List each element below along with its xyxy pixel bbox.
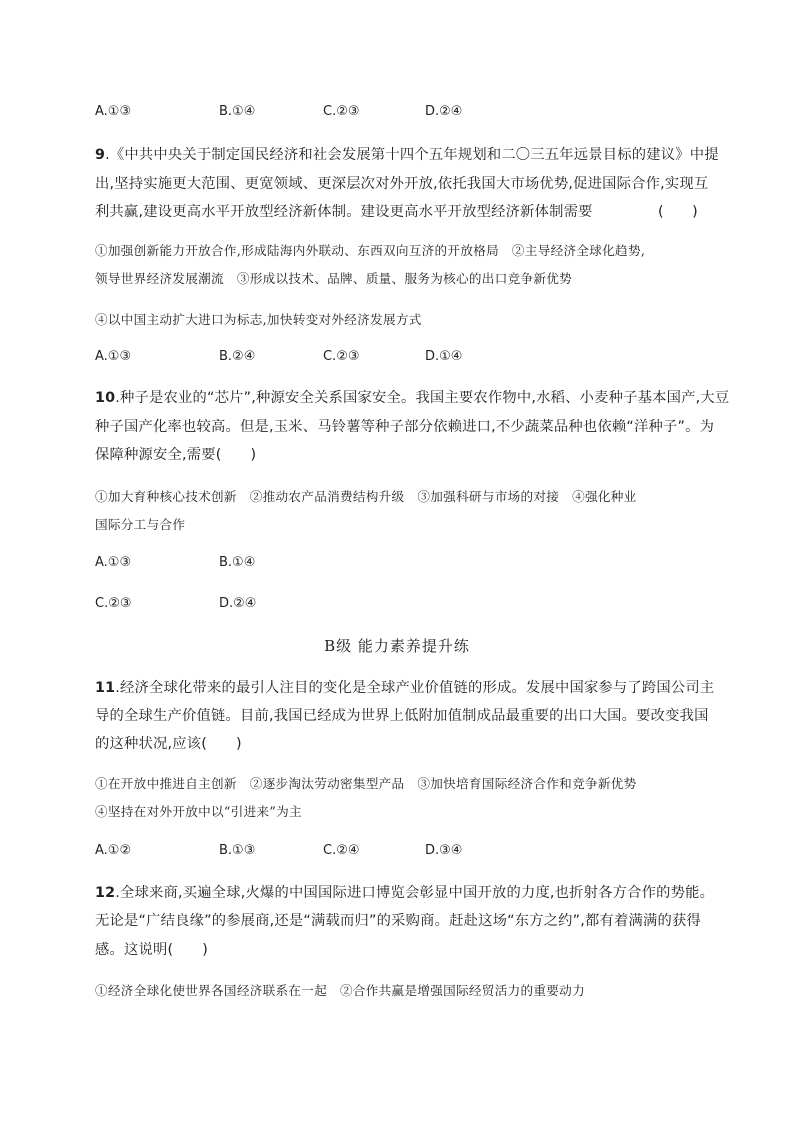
answer-option: A.①② <box>95 843 132 858</box>
question-text-line <box>95 939 208 959</box>
answer-option: A.①③ <box>95 349 132 364</box>
line-text: ④坚持在对外开放中以“引进来”为主 <box>95 804 302 819</box>
line-text: 感。这说明( ) <box>95 942 209 958</box>
answer-option: D.②④ <box>425 104 463 119</box>
line-text: 种子国产化率也较高。但是,玉米、马铃薯等种子部分依赖进口,不少蔬菜品种也依赖“洋种子”。为 <box>95 419 715 435</box>
question-number: 11 <box>95 680 116 696</box>
statement-line <box>95 801 302 820</box>
answer-option: A.①③ <box>95 555 132 570</box>
answer-option: D.①④ <box>425 349 463 364</box>
question-text-line <box>95 910 701 930</box>
line-text: 领导世界经济发展潮流 ③形成以技术、品牌、质量、服务为核心的出口竞争新优势 <box>95 271 573 286</box>
question-number: 10 <box>95 390 116 406</box>
question-number: 9 <box>95 147 106 163</box>
question-number: 12 <box>95 885 116 901</box>
line-text: ①加大育种核心技术创新 ②推动农产品消费结构升级 ③加强科研与市场的对接 ④强化种业 <box>95 489 637 504</box>
statement-line <box>95 773 637 792</box>
question-text-line <box>95 173 708 193</box>
line-text: 国际分工与合作 <box>95 517 186 532</box>
question-text-line <box>95 705 709 725</box>
question-text-line <box>95 416 714 436</box>
answer-option: D.②④ <box>219 596 257 611</box>
answer-blank: ( ) <box>658 204 698 220</box>
line-text: 无论是“广结良缘”的参展商,还是“满载而归”的采购商。赶赴这场“东方之约”,都有着满满的获得 <box>95 913 702 929</box>
line-text: .全球来商,买遍全球,火爆的中国国际进口博览会彰显中国开放的力度,也折射各方合作的势能。 <box>115 885 715 901</box>
section-heading: B级 能力素养提升练 <box>324 637 470 655</box>
answer-option: A.①③ <box>95 104 132 119</box>
question-text-line <box>95 733 242 753</box>
question-text-line <box>95 201 698 221</box>
line-text: .种子是农业的“芯片”,种源安全关系国家安全。我国主要农作物中,水稻、小麦种子基本国产,大豆 <box>115 390 730 406</box>
question-text-line <box>95 144 719 164</box>
line-text: ④以中国主动扩大进口为标志,加快转变对外经济发展方式 <box>95 312 422 327</box>
answer-option: B.①④ <box>219 104 256 119</box>
line-text: ①在开放中推进自主创新 ②逐步淘汰劳动密集型产品 ③加快培育国际经济合作和竞争新优势 <box>95 776 637 791</box>
answer-option: B.①③ <box>219 843 256 858</box>
line-text: ①经济全球化使世界各国经济联系在一起 ②合作共赢是增强国际经贸活力的重要动力 <box>95 983 585 998</box>
answer-option: C.②④ <box>323 843 360 858</box>
answer-option: C.②③ <box>323 104 360 119</box>
statement-line <box>95 514 185 533</box>
statement-line <box>95 486 637 505</box>
statement-line <box>95 268 572 287</box>
line-text: .《中共中央关于制定国民经济和社会发展第十四个五年规划和二〇三五年远景目标的建议》中提 <box>105 147 719 163</box>
statement-line <box>95 309 422 328</box>
answer-option: B.①④ <box>219 555 256 570</box>
answer-option: C.②③ <box>323 349 360 364</box>
line-text: 利共赢,建设更高水平开放型经济新体制。建设更高水平开放型经济新体制需要 <box>95 204 593 220</box>
line-text: 保障种源安全,需要( ) <box>95 447 257 463</box>
line-text: ①加强创新能力开放合作,形成陆海内外联动、东西双向互济的开放格局 ②主导经济全球化趋势, <box>95 243 646 258</box>
question-text-line <box>95 677 714 697</box>
question-text-line <box>95 882 714 902</box>
line-text: 出,坚持实施更大范围、更宽领域、更深层次对外开放,依托我国大市场优势,促进国际合作,实现互 <box>95 176 709 192</box>
question-text-line <box>95 387 729 407</box>
answer-option: B.②④ <box>219 349 256 364</box>
line-text: 的这种状况,应该( ) <box>95 736 242 752</box>
answer-option: C.②③ <box>95 596 132 611</box>
statement-line <box>95 980 585 999</box>
question-text-line <box>95 444 256 464</box>
answer-option: D.③④ <box>425 843 463 858</box>
line-text: .经济全球化带来的最引人注目的变化是全球产业价值链的形成。发展中国家参与了跨国公司主 <box>115 680 715 696</box>
statement-line <box>95 240 645 259</box>
line-text: 导的全球生产价值链。目前,我国已经成为世界上低附加值制成品最重要的出口大国。要改变我国 <box>95 708 709 724</box>
